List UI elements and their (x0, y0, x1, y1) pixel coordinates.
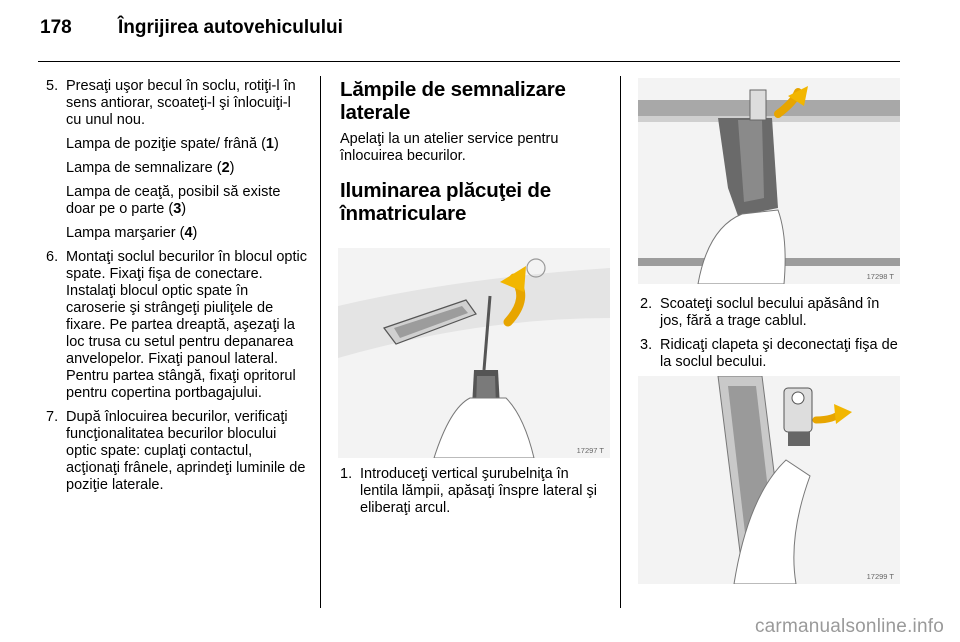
paragraph-side-indicators: Apelaţi la un atelier service pentru înlocuirea becurilor. (340, 131, 559, 164)
step-5 (46, 78, 308, 129)
step-text: Introduceţi vertical şurubelniţa în lentila lămpii, apăsaţi înspre lateral şi eliberaţi arcul. (360, 466, 597, 516)
page-title: Îngrijirea autovehiculului (118, 17, 343, 38)
figure-screwdriver-plate-light (338, 248, 610, 458)
middle-column (340, 78, 608, 232)
step-number: 1. (340, 466, 353, 482)
lamp-number: 1 (265, 136, 274, 152)
left-column (46, 78, 308, 501)
figure-code: 17297 T (576, 446, 604, 455)
step-text: Montaţi soclul becurilor în blocul optic spate. Fixaţi fişa de conectare. Instalaţi blocul optic spate în caroserie şi strângeţi piuliţele de fixare. Pe partea dreaptă, aşezaţi la loc trusa cu setul pentru depanarea anvelopelor. Fixaţi panoul lateral. Pentru partea stângă, fixaţi opritorul pentru copertina portbagajului. (66, 249, 307, 401)
figure-connector-unplug (638, 376, 900, 584)
figure-bulb-socket-removal (638, 78, 900, 284)
middle-steps (340, 466, 608, 524)
step-number: 3. (640, 337, 653, 353)
watermark: carmanualsonline.info (754, 616, 944, 637)
column-divider-right (620, 76, 621, 608)
step-text: Scoateţi soclul becului apăsând în jos, fără a trage cablul. (660, 296, 880, 329)
step-number: 5. (46, 78, 59, 94)
bulb-socket-illustration (638, 78, 900, 284)
lamp-item: Lampa de poziţie spate/ frână (1) (66, 136, 279, 152)
lamp-item: Lampa marşarier (4) (66, 225, 198, 241)
lamp-item: Lampa de ceaţă, posibil să existe doar pe o parte (3) (66, 184, 281, 217)
step-text: După înlocuirea becurilor, verificaţi funcţionalitatea becurilor blocului optic spate: cuplaţi contactul, acţionaţi frânele, aprindeţi luminile de poziţie laterale. (66, 409, 306, 493)
column-divider-left (320, 76, 321, 608)
lamp-number: 4 (184, 225, 193, 241)
screwdriver-illustration (338, 248, 610, 458)
figure-code: 17298 T (866, 272, 894, 281)
step-number: 2. (640, 296, 653, 312)
connector-illustration (638, 376, 900, 584)
step-3 (640, 337, 902, 371)
section-heading-license-plate: Iluminarea plăcuţei de înmatriculare (340, 179, 551, 225)
step-text: Ridicaţi clapeta şi deconectaţi fişa de la soclul becului. (660, 337, 898, 370)
step-7 (46, 409, 308, 494)
step-number: 7. (46, 409, 59, 425)
step-number: 6. (46, 249, 59, 265)
lamp-number: 2 (221, 160, 230, 176)
page-number: 178 (40, 17, 72, 38)
lamp-item: Lampa de semnalizare (2) (66, 160, 235, 176)
lamp-number: 3 (173, 201, 182, 217)
right-column (640, 296, 902, 378)
step-6 (46, 249, 308, 402)
step-1 (340, 466, 608, 517)
figure-code: 17299 T (866, 572, 894, 581)
section-heading-side-indicators: Lămpile de semnalizare laterale (340, 78, 566, 124)
step-2 (640, 296, 902, 330)
step-text: Presaţi uşor becul în soclu, rotiţi-l în sens antiorar, scoateţi-l şi înlocuiţi-l cu unul nou. (66, 78, 296, 128)
header-rule (38, 61, 900, 62)
